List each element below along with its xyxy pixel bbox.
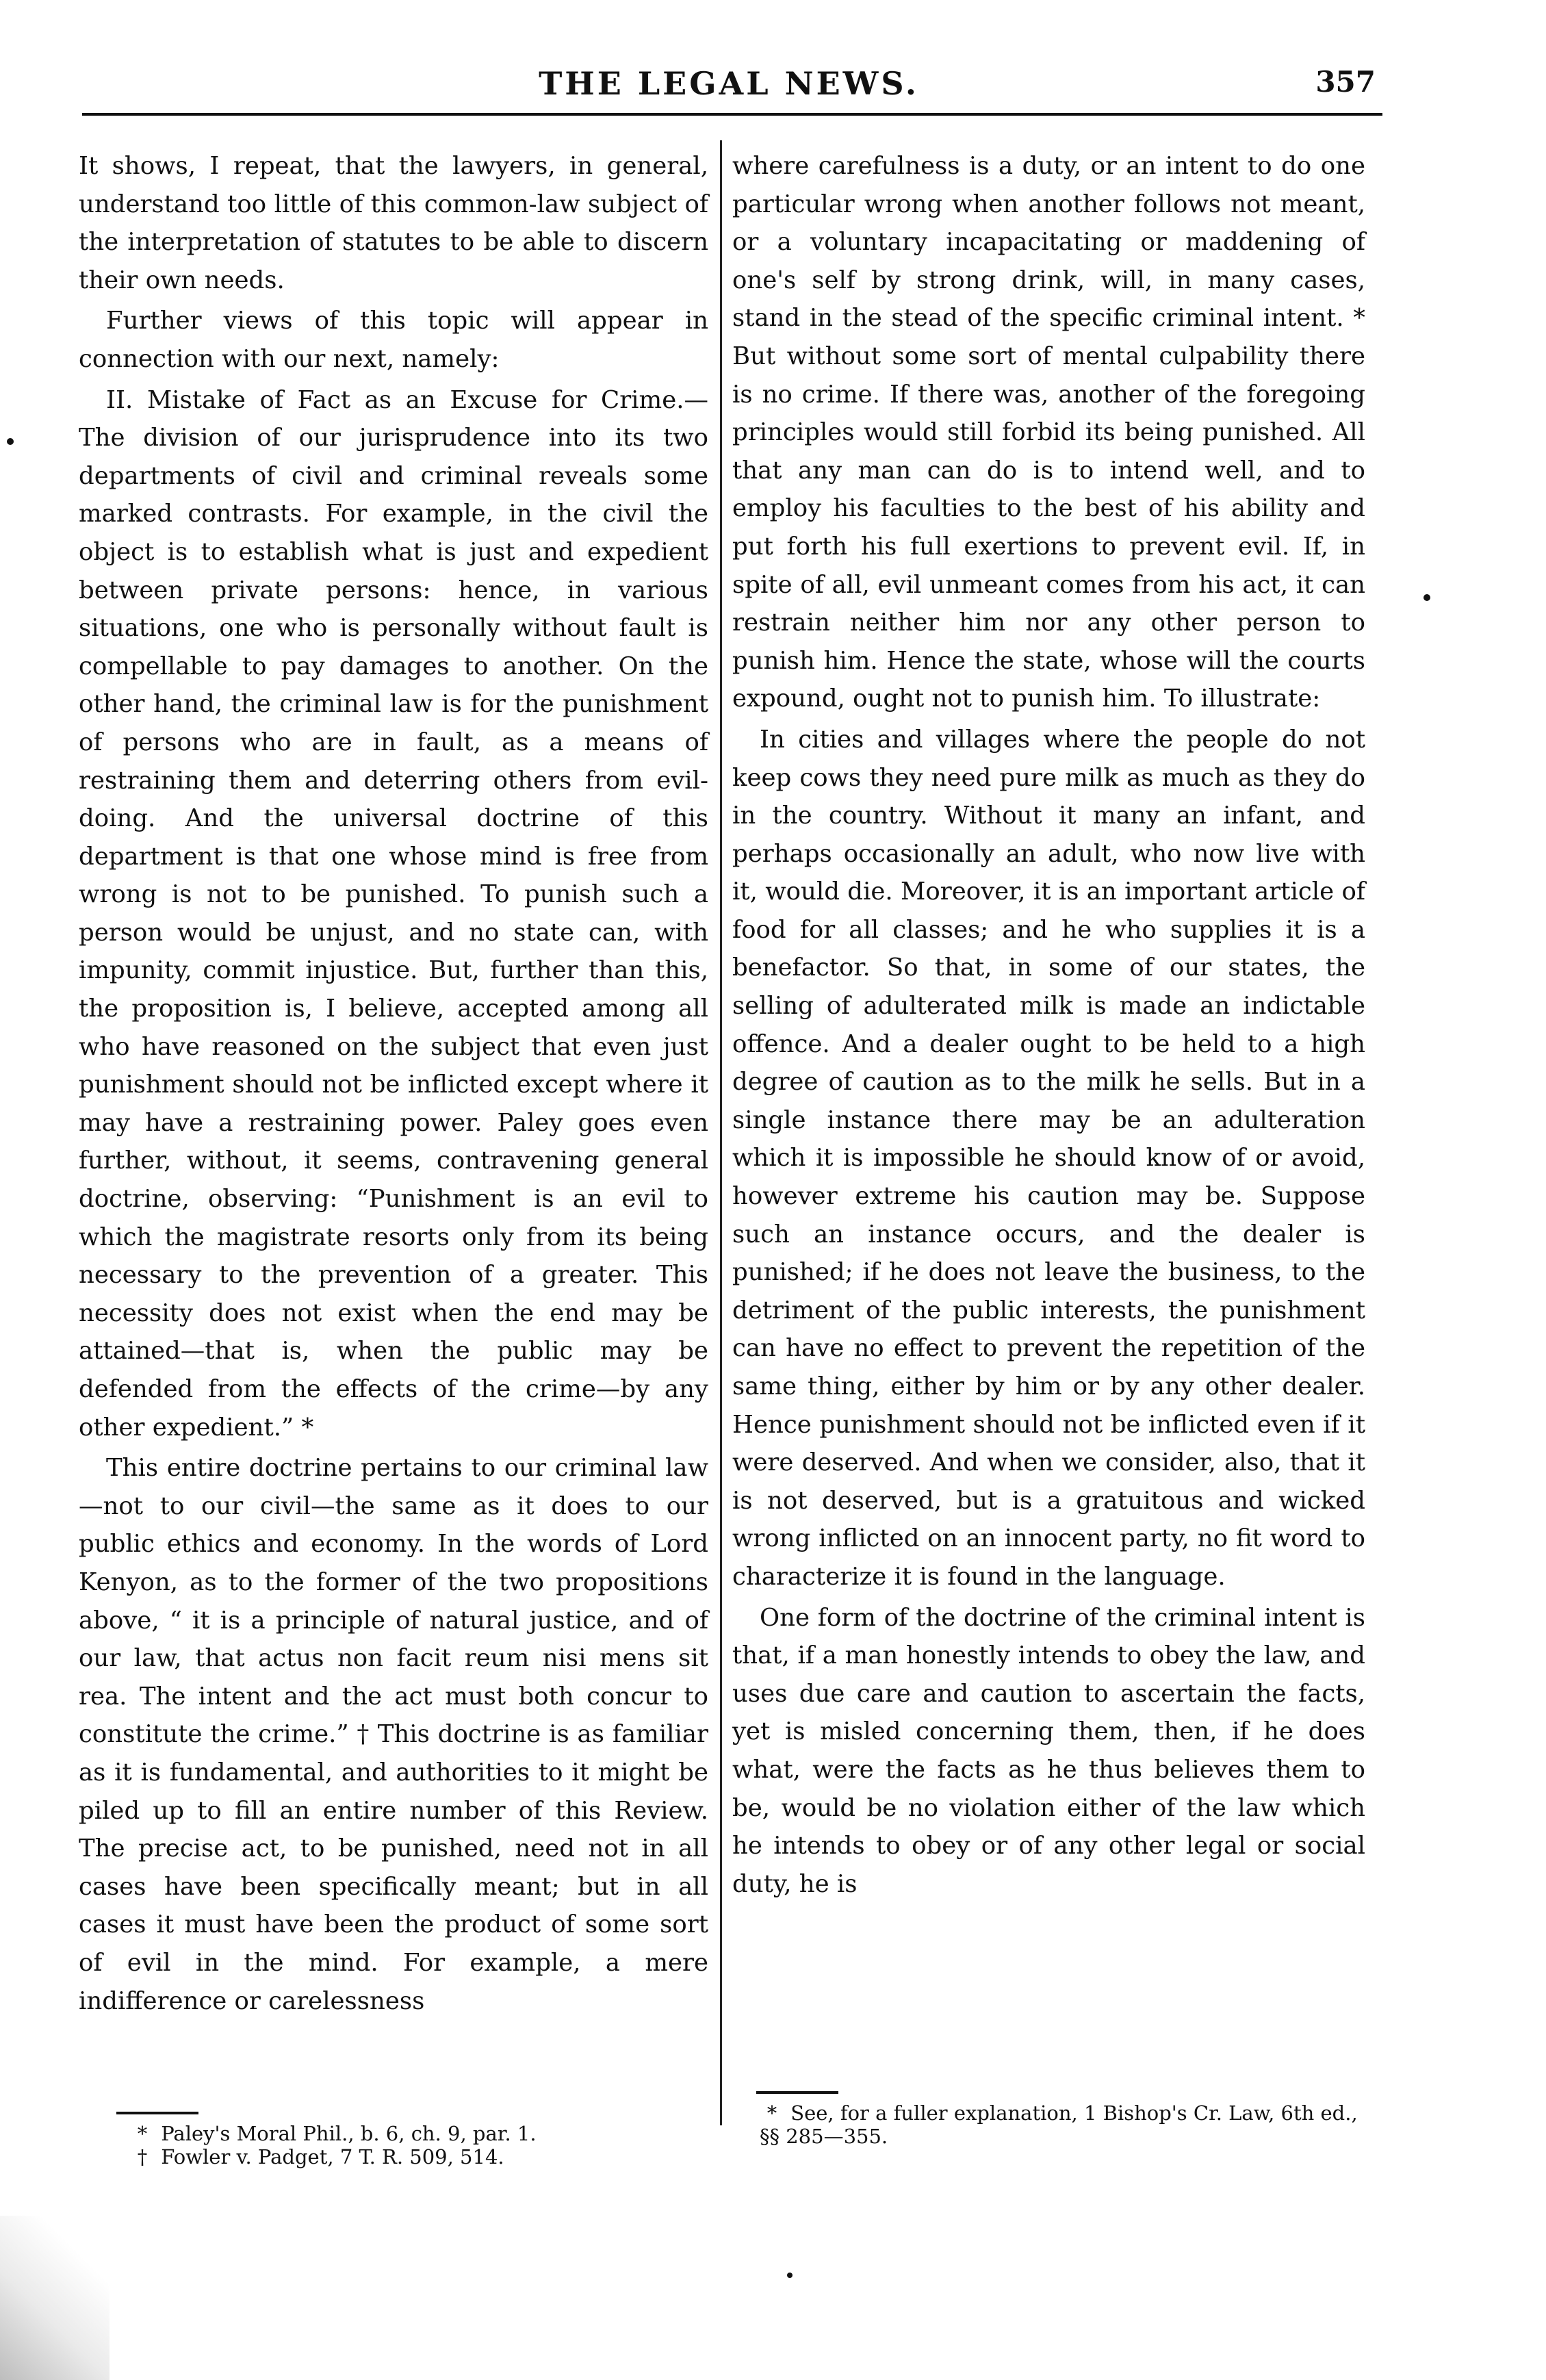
paragraph: It shows, I repeat, that the lawyers, in general, understand too little of this common-law subject of the interpretation of statutes to be able to discern their own needs. [79,152,708,294]
footnote-mark: * [766,2101,777,2125]
footnote-text: Fowler v. Padget, 7 T. R. 509, 514. [161,2145,504,2168]
paragraph: Further views of this topic will appear in connection with our next, namely: [79,307,708,373]
footnote-mark: † [137,2145,148,2168]
paragraph: In cities and villages where the people do not keep cows they need pure milk as much as they do in the country. Without it many an infant, and perhaps occasionally an adult, who now live with it, would die. Moreover, it is an important article of food for all classes; and he who supplies it is a benefactor. So that, in some of our states, the selling of adulterated milk is made an indictable offence. And a dealer ought to be held to a high degree of caution as to the milk he sells. But in a single instance there may be an adulteration which it is impossible he should know of or avoid, however extreme his caution may be. Suppose such an instance occurs, and the dealer is punished; if he does not leave the business, to the detriment of the public interests, the punishment can have no effect to prevent the repetition of the same thing, either by him or by any other dealer. Hence punishment should not be inflicted even if it were deserved. And when we consider, also, that it is not deserved, but is a gratuitous and wicked wrong inflicted on an innocent party, no fit word to characterize it is found in the language. [732,725,1365,1591]
margin-speck [787,2273,793,2278]
left-footnotes [130,2122,537,2168]
scan-edge-shadow [0,2216,109,2380]
page-title: THE LEGAL NEWS. [539,65,919,102]
footnote-mark: * [137,2122,148,2145]
footnote-text: See, for a fuller explanation, 1 Bishop's Cr. Law, 6th ed., §§ 285—355. [760,2101,1358,2148]
running-header [82,65,1376,113]
footnote-text: Paley's Moral Phil., b. 6, ch. 9, par. 1. [161,2122,537,2145]
paragraph: This entire doctrine pertains to our criminal law—not to our civil—the same as it does to our public ethics and economy. In the words of Lord Kenyon, as to the former of the two propositions above, “ it is a principle of natural justice, and of our law, that actus non facit reum nisi mens sit rea. The intent and the act must both concur to constitute the crime.” † This doctrine is as familiar as it is fundamental, and authorities to it might be piled up to fill an entire number of this Review. The precise act, to be punished, need not in all cases have been specifically meant; but in all cases it must have been the product of some sort of evil in the mind. For example, a mere indifference or carelessness [79,1454,708,2015]
column-divider [720,140,722,2125]
margin-speck [1423,594,1430,601]
right-column [732,147,1365,1903]
footnote [130,2122,537,2145]
footnote [760,2101,1362,2148]
page-number: 357 [1315,65,1376,99]
paragraph: One form of the doctrine of the criminal intent is that, if a man honestly intends to obey the law, and uses due care and caution to ascertain the facts, yet is misled concerning them, then, if he does what, were the facts as he thus believes them to be, would be no violation either of the law which he intends to obey or of any other legal or social duty, he is [732,1603,1365,1898]
margin-speck [7,438,14,445]
paragraph: where carefulness is a duty, or an intent to do one particular wrong when another follows not meant, or a voluntary incapacitating or maddening of one's self by strong drink, will, in many cases, stand in the stead of the specific criminal intent. * But without some sort of mental culpability there is no crime. If there was, another of the foregoing principles would still forbid its being punished. All that any man can do is to intend well, and to employ his faculties to the best of his ability and put forth his full exertions to prevent evil. If, in spite of all, evil unmeant comes from his act, it can restrain neither him nor any other person to punish him. Hence the state, whose will the courts expound, ought not to punish him. To illustrate: [732,152,1365,713]
header-rule [82,113,1382,116]
footnote-rule [116,2112,198,2114]
right-footnotes [760,2101,1362,2148]
paragraph: II. Mistake of Fact as an Excuse for Crime.— The division of our jurisprudence into its two departments of civil and criminal reveals some marked contrasts. For example, in the civil the object is to establish what is just and expedient between private persons: hence, in various situations, one who is personally without fault is compellable to pay damages to another. On the other hand, the criminal law is for the punishment of persons who are in fault, as a means of restraining them and deterring others from evil-doing. And the universal doctrine of this department is that one whose mind is free from wrong is not to be punished. To punish such a person would be unjust, and no state can, with impunity, commit injustice. But, further than this, the proposition is, I believe, accepted among all who have reasoned on the subject that even just punishment should not be inflicted except where it may have a restraining power. Paley goes even further, without, it seems, contravening general doctrine, observing: “Punishment is an evil to which the magistrate resorts only from its being necessary to the prevention of a greater. This necessity does not exist when the end may be attained—that is, when the public may be defended from the effects of the crime—by any other expedient.” * [79,385,708,1442]
footnote-rule [756,2091,838,2094]
footnote [130,2145,537,2168]
left-column [79,147,708,2020]
